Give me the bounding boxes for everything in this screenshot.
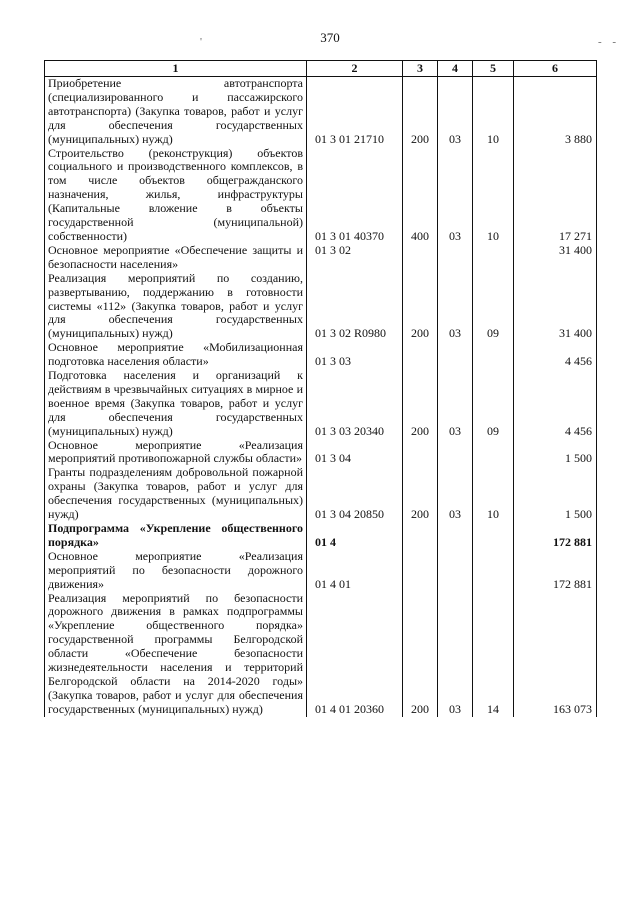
- row-code: 01 4 01: [307, 550, 403, 592]
- row-code: 01 3 04: [307, 439, 403, 467]
- table-row: [45, 522, 597, 550]
- table-row: [45, 77, 597, 147]
- row-code: 01 3 01 40370: [307, 147, 403, 244]
- row-col-4: [438, 439, 473, 467]
- row-name: Основное мероприятие «Мобилизационная подготовка населения области»: [45, 341, 307, 369]
- row-col-4: [438, 550, 473, 592]
- row-col-5: [473, 522, 514, 550]
- row-col-4: 03: [438, 272, 473, 342]
- row-col-5: 10: [473, 466, 514, 522]
- row-code: 01 4: [307, 522, 403, 550]
- col-header-6: 6: [514, 61, 597, 77]
- row-col-3: 200: [403, 77, 438, 147]
- row-amount: 172 881: [514, 550, 597, 592]
- row-name: Подготовка населения и организаций к действиям в чрезвычайных ситуациях в мирное и военное время (Закупка товаров, работ и услуг для обеспечения государственных (муниципальных) нужд): [45, 369, 307, 439]
- row-name: Строительство (реконструкция) объектов социального и производственного комплексов, в том числе объектов общегражданского назначения, жилья, инфраструктуры (Капитальные вложение в объекты государственной (муниципальной) собственности): [45, 147, 307, 244]
- row-col-4: [438, 244, 473, 272]
- table-row: [45, 272, 597, 342]
- row-name: Подпрограмма «Укрепление общественного порядка»: [45, 522, 307, 550]
- table-row: [45, 592, 597, 717]
- row-col-5: 10: [473, 77, 514, 147]
- row-name: Реализация мероприятий по безопасности дорожного движения в рамках подпрограммы «Укрепление общественного порядка» государственной программы Белгородской области «Обеспечение безопасности жизнедеятельности населения и территорий Белгородской области на 2014-2020 годы» (Закупка товаров, работ и услуг для обеспечения государственных (муниципальных) нужд): [45, 592, 307, 717]
- table-row: [45, 466, 597, 522]
- row-col-3: [403, 439, 438, 467]
- row-amount: 4 456: [514, 369, 597, 439]
- row-col-5: [473, 439, 514, 467]
- row-amount: 1 500: [514, 466, 597, 522]
- row-col-3: 200: [403, 592, 438, 717]
- row-col-3: 400: [403, 147, 438, 244]
- row-col-4: 03: [438, 466, 473, 522]
- row-col-4: 03: [438, 77, 473, 147]
- row-amount: 4 456: [514, 341, 597, 369]
- row-name: Реализация мероприятий по созданию, развертыванию, поддержанию в готовности системы «112» (Закупка товаров, работ и услуг для обеспечения государственных (муниципальных) нужд): [45, 272, 307, 342]
- page-number: 370: [320, 30, 340, 45]
- row-name: Основное мероприятие «Реализация мероприятий противопожарной службы области»: [45, 439, 307, 467]
- row-code: 01 3 02: [307, 244, 403, 272]
- row-col-5: [473, 244, 514, 272]
- row-name: Основное мероприятие «Обеспечение защиты и безопасности населения»: [45, 244, 307, 272]
- row-col-5: 09: [473, 272, 514, 342]
- scan-mark: - -: [598, 36, 621, 48]
- row-col-3: [403, 244, 438, 272]
- table-row: [45, 550, 597, 592]
- row-col-4: [438, 341, 473, 369]
- row-name: Гранты подразделениям добровольной пожарной охраны (Закупка товаров, работ и услуг для обеспечения государственных (муниципальных) нужд): [45, 466, 307, 522]
- col-header-5: 5: [473, 61, 514, 77]
- row-code: 01 3 01 21710: [307, 77, 403, 147]
- row-col-5: [473, 550, 514, 592]
- row-code: 01 3 02 R0980: [307, 272, 403, 342]
- table-row: [45, 147, 597, 244]
- table-body: [45, 77, 597, 717]
- col-header-3: 3: [403, 61, 438, 77]
- row-amount: 3 880: [514, 77, 597, 147]
- row-col-4: 03: [438, 592, 473, 717]
- row-code: 01 3 03 20340: [307, 369, 403, 439]
- row-name: Приобретение автотранспорта (специализированного и пассажирского автотранспорта) (Закупка товаров, работ и услуг для обеспечения государственных (муниципальных) нужд): [45, 77, 307, 147]
- row-col-3: 200: [403, 369, 438, 439]
- row-col-4: 03: [438, 147, 473, 244]
- row-name: Основное мероприятие «Реализация мероприятий по безопасности дорожного движения»: [45, 550, 307, 592]
- col-header-1: 1: [45, 61, 307, 77]
- scan-mark: ': [200, 36, 202, 48]
- table-row: [45, 369, 597, 439]
- row-col-5: 10: [473, 147, 514, 244]
- budget-table: [44, 60, 597, 717]
- row-col-4: 03: [438, 369, 473, 439]
- row-col-3: [403, 550, 438, 592]
- row-amount: 31 400: [514, 244, 597, 272]
- row-code: 01 3 04 20850: [307, 466, 403, 522]
- col-header-2: 2: [307, 61, 403, 77]
- row-col-5: 09: [473, 369, 514, 439]
- row-amount: 163 073: [514, 592, 597, 717]
- row-amount: 31 400: [514, 272, 597, 342]
- table-row: [45, 439, 597, 467]
- row-col-3: [403, 522, 438, 550]
- col-header-4: 4: [438, 61, 473, 77]
- row-code: 01 4 01 20360: [307, 592, 403, 717]
- row-col-5: [473, 341, 514, 369]
- row-col-3: [403, 341, 438, 369]
- table-row: [45, 244, 597, 272]
- row-amount: 1 500: [514, 439, 597, 467]
- table-row: [45, 341, 597, 369]
- row-col-3: 200: [403, 272, 438, 342]
- row-amount: 172 881: [514, 522, 597, 550]
- table-header-row: [45, 61, 597, 77]
- row-amount: 17 271: [514, 147, 597, 244]
- row-code: 01 3 03: [307, 341, 403, 369]
- row-col-3: 200: [403, 466, 438, 522]
- row-col-5: 14: [473, 592, 514, 717]
- row-col-4: [438, 522, 473, 550]
